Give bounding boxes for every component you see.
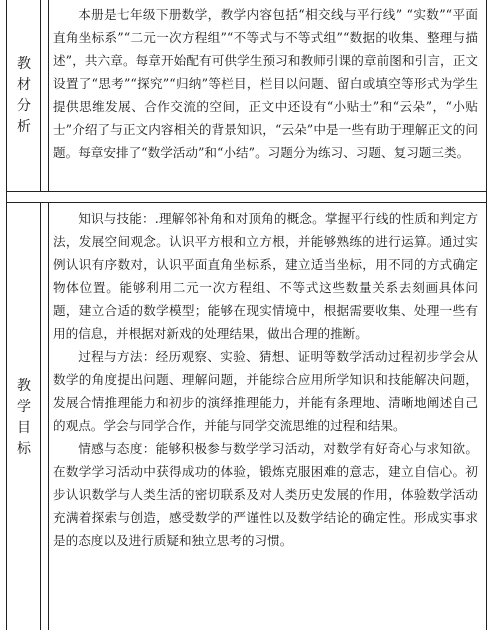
- row-separator: [7, 192, 486, 203]
- label-char: 目: [17, 420, 31, 436]
- label-char: 教: [17, 56, 31, 72]
- textbook-analysis-row: [7, 0, 486, 192]
- textbook-analysis-content: [53, 3, 478, 164]
- label-char: 学: [17, 399, 31, 415]
- teaching-goals-row: [7, 203, 486, 630]
- emotion-attitude-paragraph: 情感与态度：能够积极参与数学学习活动，对数学有好奇心与求知欲。在数学学习活动中获得成功的体验，锻炼克服困难的意志，建立自信心。初步认识数学与人类生活的密切联系及对人类历史发展的作用，体验数学活动充满着探索与创造，感受数学的严谨性以及数学结论的确定性。形成实事求是的态度以及进行质疑和独立思考的习惯。: [53, 441, 478, 548]
- lesson-plan-table: [6, 0, 487, 630]
- teaching-goals-label: [7, 376, 41, 460]
- process-methods-paragraph: 过程与方法：经历观察、实验、猜想、证明等数学活动过程初步学会从数学的角度提出问题、理解问题，并能综合应用所学知识和技能解决问题，发展合情推理能力和初步的演绎推理能力，并能有条理地、清晰地阐述自己的观点。学会与同学合作，并能与同学交流思维的过程和结果。: [53, 349, 478, 433]
- inner-column-divider: [41, 203, 49, 630]
- label-char: 析: [17, 119, 31, 135]
- teaching-goals-label-cell: [7, 203, 41, 630]
- textbook-analysis-paragraph: 本册是七年级下册数学，教学内容包括“相交线与平行线” “实数”“平面直角坐标系”“二元一次方程组”“不等式与不等式组”“数据的收集、整理与描述”，共六章。每章开始配有可供学生预习和教师引课的章前图和引言，正文设置了“思考”“探究”“归纳”等栏目，栏目以问题、留白或填空等形式为学生提供思维发展、合作交流的空间，正文中还设有“小贴士”和“云朵”，“小贴士”介绍了与正文内容相关的背景知识，“云朵”中是一些有助于理解正文的问题。每章安排了“数学活动”和“小结”。习题分为练习、习题、复习题三类。: [53, 7, 478, 160]
- label-char: 材: [17, 77, 31, 93]
- inner-column-divider: [41, 0, 49, 191]
- textbook-analysis-label: [7, 54, 41, 138]
- label-char: 标: [17, 441, 31, 457]
- textbook-analysis-label-cell: [7, 0, 41, 191]
- label-char: 分: [17, 98, 31, 114]
- label-char: 教: [17, 378, 31, 394]
- knowledge-skills-paragraph: 知识与技能：.理解邻补角和对顶角的概念。掌握平行线的性质和判定方法，发展空间观念。认识平方根和立方根，并能够熟练的进行运算。通过实例认识有序数对，认识平面直角坐标系，建立适当坐标，用不同的方式确定物体位置。能够利用二元一次方程组、不等式这些数量关系去刻画具体问题，建立合适的数学模型；能够在现实情境中，根据需要收集、处理一些有用的信息，并根据对新戏的处理结果，做出合理的推断。: [53, 211, 478, 341]
- teaching-goals-content: [53, 207, 478, 552]
